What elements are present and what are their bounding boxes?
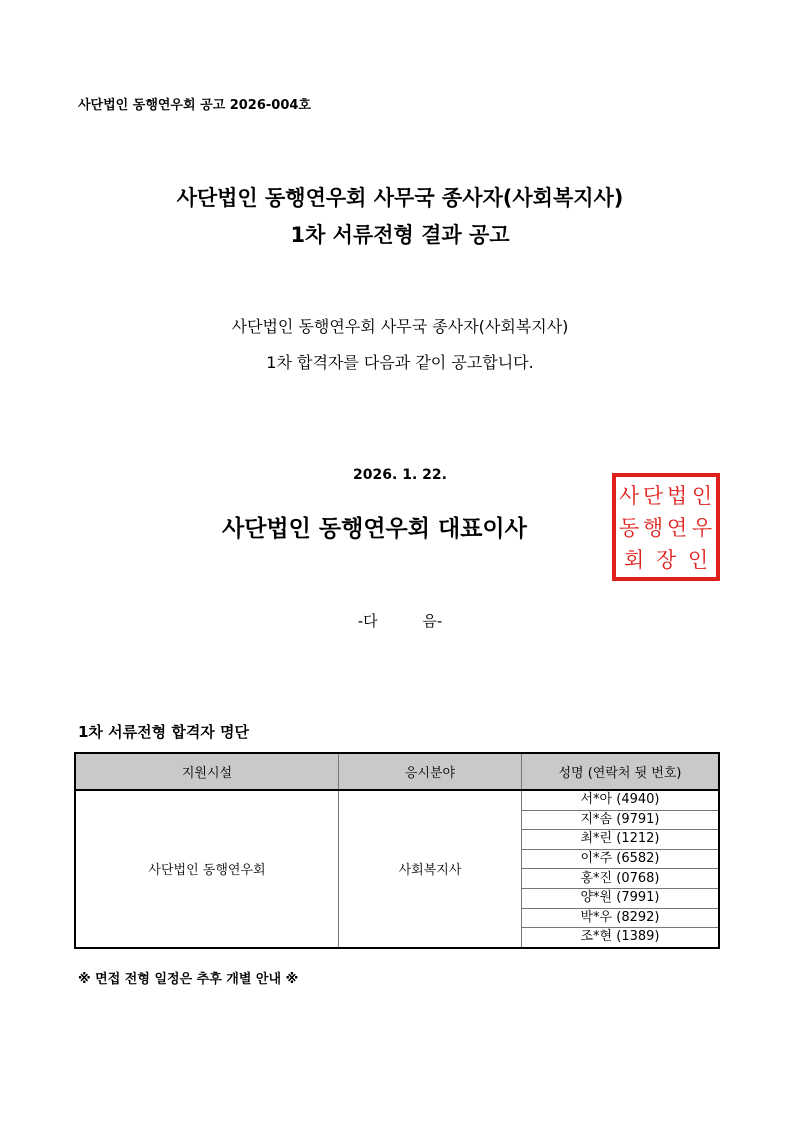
table-header-row: [75, 753, 719, 790]
section-title: 1차 서류전형 합격자 명단: [78, 723, 250, 741]
passers-table: [74, 752, 720, 949]
svg-text:연: 연: [666, 516, 688, 540]
svg-text:장: 장: [655, 548, 677, 572]
subtitle-line-2: 1차 합격자를 다음과 같이 공고합니다.: [266, 353, 534, 372]
facility-cell: 사단법인 동행연우회: [75, 790, 339, 948]
svg-text:우: 우: [691, 516, 713, 540]
svg-text:동: 동: [618, 516, 640, 540]
signature: 사단법인 동행연우회 대표이사: [222, 516, 527, 542]
official-seal-icon: [612, 473, 720, 581]
name-cell: 이*주 (6582): [522, 849, 720, 869]
table-row: [75, 790, 719, 810]
field-cell: 사회복지사: [339, 790, 522, 948]
title-line-2: 1차 서류전형 결과 공고: [290, 223, 510, 247]
header-field: 응시분야: [339, 753, 522, 790]
svg-text:인: 인: [687, 548, 709, 572]
subtitle-line-1: 사단법인 동행연우회 사무국 종사자(사회복지사): [231, 317, 569, 336]
interview-note: ※ 면접 전형 일정은 추후 개별 안내 ※: [78, 972, 299, 987]
name-cell: 서*아 (4940): [522, 790, 720, 810]
name-cell: 박*우 (8292): [522, 908, 720, 928]
svg-text:인: 인: [691, 484, 713, 508]
title-line-1: 사단법인 동행연우회 사무국 종사자(사회복지사): [176, 186, 624, 210]
header-facility: 지원시설: [75, 753, 339, 790]
svg-text:행: 행: [642, 516, 664, 540]
svg-text:사: 사: [618, 484, 640, 508]
svg-text:단: 단: [642, 484, 664, 508]
document-number: 사단법인 동행연우회 공고 2026-004호: [78, 98, 311, 113]
name-cell: 양*원 (7991): [522, 888, 720, 908]
header-name: 성명 (연락처 뒷 번호): [522, 753, 720, 790]
name-cell: 지*솜 (9791): [522, 810, 720, 830]
announcement-date: 2026. 1. 22.: [353, 467, 447, 483]
daeum-heading: -다 음-: [357, 612, 443, 630]
name-cell: 조*현 (1389): [522, 928, 720, 948]
svg-text:법: 법: [666, 484, 688, 508]
name-cell: 홍*진 (0768): [522, 869, 720, 889]
svg-text:회: 회: [623, 548, 645, 572]
name-cell: 최*린 (1212): [522, 830, 720, 850]
